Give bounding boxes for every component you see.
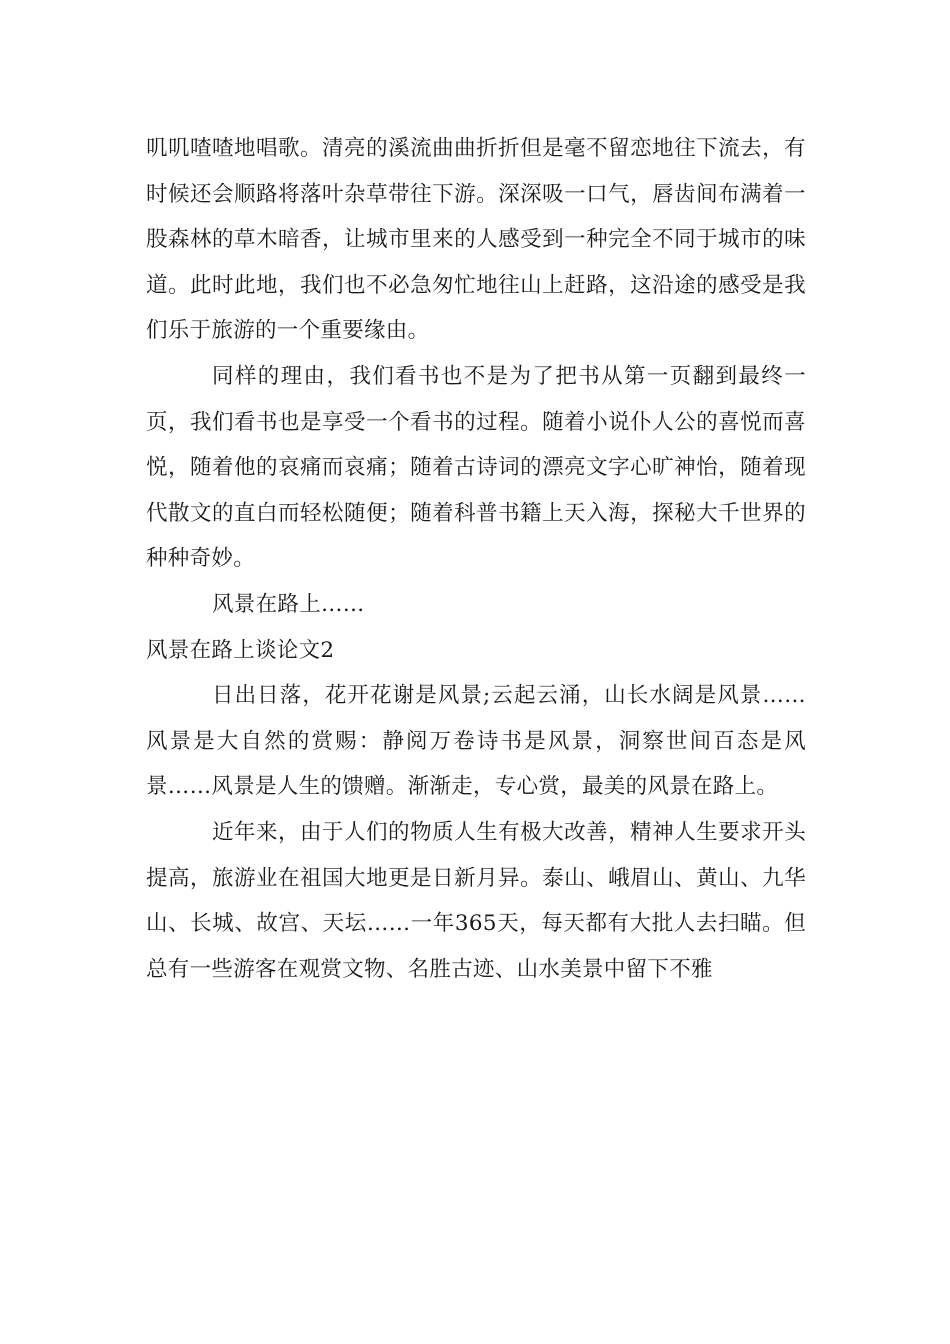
paragraph-continued: 叽叽喳喳地唱歌。清亮的溪流曲曲折折但是毫不留恋地往下流去，有时候还会顺路将落叶杂草带往下游。深深吸一口气，唇齿间布满着一股森林的草木暗香，让城市里来的人感受到一种完全不同于城市的味道。此时此地，我们也不必急匆忙地往山上赶路，这沿途的感受是我们乐于旅游的一个重要缘由。: [146, 136, 806, 344]
section-heading: 风景在路上谈论文2: [146, 637, 335, 663]
paragraph-closing-line: 风景在路上……: [212, 591, 365, 617]
paragraph-scenery: 日出日落，花开花谢是风景;云起云涌，山长水阔是风景……风景是大自然的赏赐：静阅万卷诗书是风景，洞察世间百态是风景……风景是人生的馈赠。渐渐走，专心赏，最美的风景在路上。: [146, 683, 806, 800]
paragraph-tourism: 近年来，由于人们的物质人生有极大改善，精神人生要求开头提高，旅游业在祖国大地更是日新月异。泰山、峨眉山、黄山、九华山、长城、故宫、天坛……一年365天，每天都有大批人去扫瞄。但总有一些游客在观赏文物、名胜古迹、山水美景中留下不雅: [146, 819, 806, 982]
paragraph-reading: 同样的理由，我们看书也不是为了把书从第一页翻到最终一页，我们看书也是享受一个看书的过程。随着小说仆人公的喜悦而喜悦，随着他的哀痛而哀痛；随着古诗词的漂亮文字心旷神怡，随着现代散文的直白而轻松随便；随着科普书籍上天入海，探秘大千世界的种种奇妙。: [146, 363, 806, 572]
document-body: [146, 126, 806, 992]
